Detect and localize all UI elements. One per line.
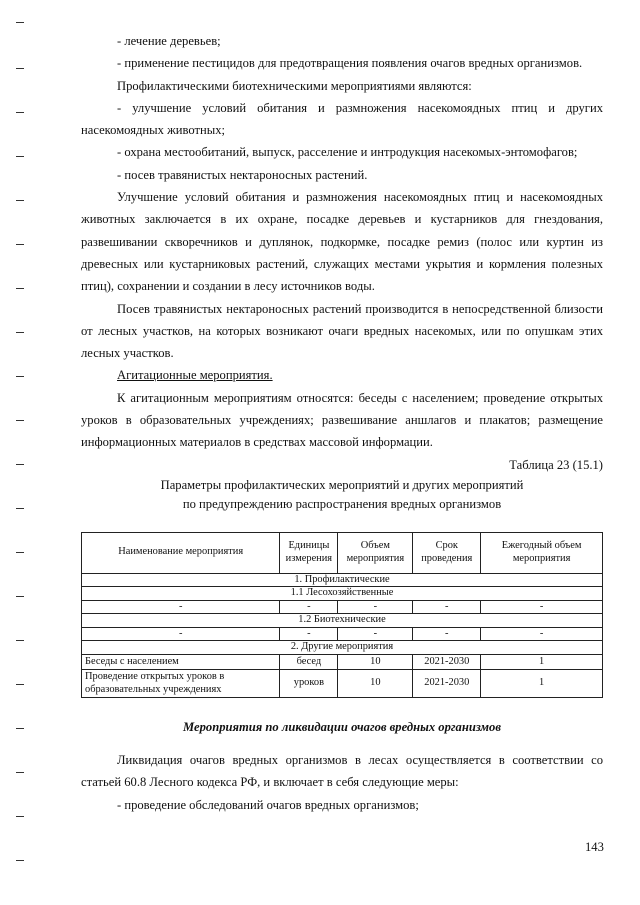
binding-mark — [16, 552, 24, 553]
table-cell: - — [280, 600, 338, 614]
table-row — [82, 627, 603, 641]
section-other: 2. Другие мероприятия — [82, 641, 603, 655]
measures-table — [81, 532, 603, 699]
table-cell: - — [413, 600, 481, 614]
list-item: - охрана местообитаний, выпуск, расселение и интродукция насекомых-энтомофагов; — [117, 145, 578, 160]
table-cell: - — [280, 627, 338, 641]
table-section-row — [82, 614, 603, 628]
header-annual-volume: Ежегодный объем мероприятия — [481, 532, 603, 573]
table-cell: - — [413, 627, 481, 641]
section-forestry: 1.1 Лесохозяйственные — [82, 587, 603, 601]
table-caption-line1: Параметры профилактических мероприятий и других мероприятий — [160, 477, 524, 492]
table-cell: 2021-2030 — [413, 670, 481, 698]
table-cell: 10 — [338, 654, 413, 670]
paragraph: Улучшение условий обитания и размножения насекомоядных птиц и насекомоядных животных заключается в их охране, посадке деревьев и кустарников для гнездования, развешивании скворечников и дуплянок, подкормке, посадке ремиз (полос или куртин из древесных или кустарниковых растений, служащих местами укрытия и кормления полезных птиц), сохранении и создании в лесу источников воды. — [81, 190, 603, 294]
header-volume: Объем мероприятия — [338, 532, 413, 573]
table-cell: - — [338, 600, 413, 614]
table-cell: - — [481, 600, 603, 614]
table-cell: Проведение открытых уроков в образовательных учреждениях — [82, 670, 280, 698]
binding-mark — [16, 376, 24, 377]
table-cell: 1 — [481, 654, 603, 670]
section-heading: Агитационные мероприятия. — [117, 368, 273, 383]
binding-mark — [16, 640, 24, 641]
binding-mark — [16, 22, 24, 23]
binding-mark — [16, 860, 24, 861]
binding-mark — [16, 596, 24, 597]
table-cell: 2021-2030 — [413, 654, 481, 670]
table-cell: 10 — [338, 670, 413, 698]
binding-mark — [16, 112, 24, 113]
table-cell: Беседы с населением — [82, 654, 280, 670]
binding-mark — [16, 816, 24, 817]
binding-mark — [16, 244, 24, 245]
list-item: - посев травянистых нектароносных растений. — [117, 167, 368, 182]
binding-mark — [16, 464, 24, 465]
page-number: 143 — [585, 840, 604, 854]
binding-mark — [16, 684, 24, 685]
table-cell: - — [481, 627, 603, 641]
binding-mark — [16, 288, 24, 289]
binding-mark — [16, 200, 24, 201]
binding-mark — [16, 156, 24, 157]
header-period: Срок проведения — [413, 532, 481, 573]
paragraph: Посев травянистых нектароносных растений производится в непосредственной близости от лесных участков, на которых возникают очаги вредных насекомых, или по опушкам этих лесных участков. — [81, 301, 603, 361]
table-cell: - — [82, 627, 280, 641]
table-number: Таблица 23 (15.1) — [509, 457, 603, 472]
table-section-row — [82, 587, 603, 601]
section-preventive: 1. Профилактические — [82, 573, 603, 587]
table-row — [82, 654, 603, 670]
paragraph: Профилактическими биотехническими мероприятиями являются: — [117, 78, 472, 93]
subheading: Мероприятия по ликвидации очагов вредных организмов — [183, 720, 501, 735]
header-name: Наименование мероприятия — [82, 532, 280, 573]
page-body — [81, 30, 603, 816]
table-cell: - — [82, 600, 280, 614]
list-item: - проведение обследований очагов вредных организмов; — [117, 797, 419, 812]
binding-mark — [16, 68, 24, 69]
list-item: - лечение деревьев; — [117, 34, 221, 48]
table-section-row — [82, 573, 603, 587]
table-header-row — [82, 532, 603, 573]
table-row — [82, 600, 603, 614]
paragraph: Ликвидация очагов вредных организмов в лесах осуществляется в соответствии со статьей 60.8 Лесного кодекса РФ, и включает в себя следующие меры: — [81, 753, 603, 790]
table-cell: - — [338, 627, 413, 641]
binding-mark — [16, 420, 24, 421]
table-section-row — [82, 641, 603, 655]
section-biotechnical: 1.2 Биотехнические — [82, 614, 603, 628]
table-caption-line2: по предупреждению распространения вредных организмов — [182, 496, 502, 511]
header-units: Единицы измерения — [280, 532, 338, 573]
binding-mark — [16, 772, 24, 773]
binding-mark — [16, 728, 24, 729]
table-cell: 1 — [481, 670, 603, 698]
binding-mark — [16, 332, 24, 333]
paragraph: К агитационным мероприятиям относятся: беседы с населением; проведение открытых уроков в образовательных учреждениях; развешивание аншлагов и плакатов; размещение информационных материалов в средствах массовой информации. — [81, 390, 603, 450]
table-cell: уроков — [280, 670, 338, 698]
table-cell: бесед — [280, 654, 338, 670]
list-item: - улучшение условий обитания и размножения насекомоядных птиц и других насекомоядных животных; — [81, 100, 603, 138]
list-item: - применение пестицидов для предотвращения появления очагов вредных организмов. — [117, 56, 583, 71]
table-row — [82, 670, 603, 698]
binding-mark — [16, 508, 24, 509]
